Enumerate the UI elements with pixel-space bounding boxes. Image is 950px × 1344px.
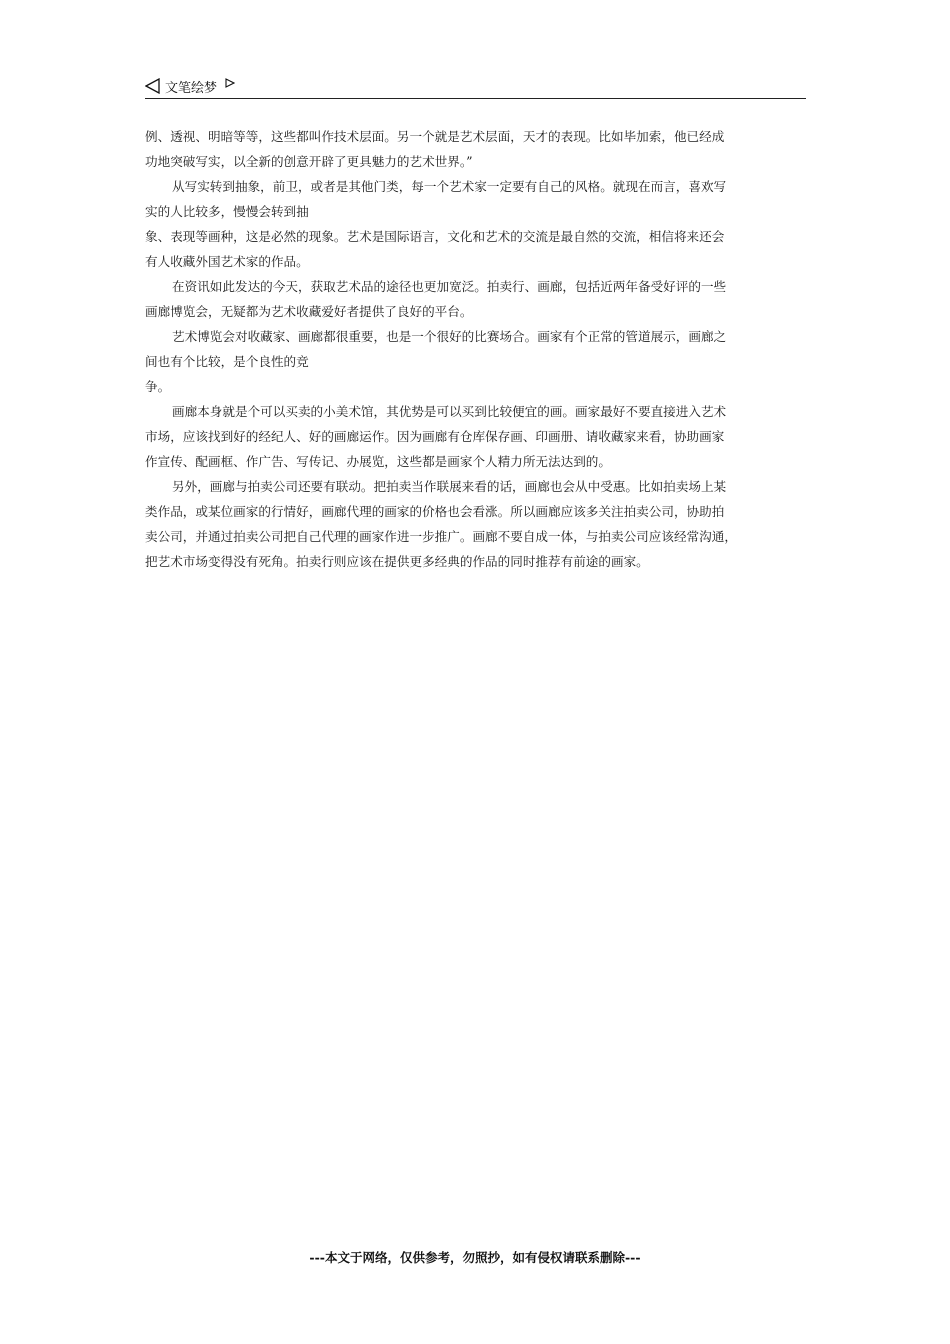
page-header <box>145 74 806 99</box>
paragraph-line: 象、表现等画种，这是必然的现象。艺术是国际语言，文化和艺术的交流是最自然的交流，相信将来还会 <box>145 229 725 244</box>
paragraph-line: 画廊博览会，无疑都为艺术收藏爱好者提供了良好的平台。 <box>145 304 473 319</box>
paragraph-line: 有人收藏外国艺术家的作品。 <box>145 254 309 269</box>
paragraph <box>145 174 813 274</box>
paragraph <box>145 274 813 324</box>
paragraph-line: 实的人比较多，慢慢会转到抽 <box>145 204 309 219</box>
paragraph <box>145 474 813 574</box>
paragraph-line: 在资讯如此发达的今天，获取艺术品的途径也更加宽泛。拍卖行、画廊，包括近两年备受好评的一些 <box>172 279 727 294</box>
paragraph-line: 功地突破写实，以全新的创意开辟了更具魅力的艺术世界。” <box>145 154 473 169</box>
triangle-left-icon <box>145 78 161 94</box>
paragraph-line: 间也有个比较，是个良性的竞 <box>145 354 309 369</box>
paragraph-line: 作宣传、配画框、作广告、写传记、办展览，这些都是画家个人精力所无法达到的。 <box>145 454 611 469</box>
paragraph <box>145 399 813 474</box>
paragraph-line: 争。 <box>145 379 171 394</box>
paragraph-line: 把艺术市场变得没有死角。拍卖行则应该在提供更多经典的作品的同时推荐有前途的画家。 <box>145 554 649 569</box>
document-body <box>145 124 813 574</box>
paragraph <box>145 124 813 174</box>
paragraph-line: 画廊本身就是个可以买卖的小美术馆，其优势是可以买到比较便宜的画。画家最好不要直接进入艺术 <box>172 404 727 419</box>
paragraph-line: 卖公司，并通过拍卖公司把自己代理的画家作进一步推广。画廊不要自成一体，与拍卖公司应该经常沟通， <box>145 529 737 544</box>
paragraph <box>145 324 813 399</box>
header-title: 文笔绘梦 <box>165 80 218 96</box>
paragraph-line: 艺术博览会对收藏家、画廊都很重要，也是一个很好的比赛场合。画家有个正常的管道展示，画廊之 <box>172 329 727 344</box>
page-footer: ---本文于网络，仅供参考，勿照抄，如有侵权请联系删除--- <box>309 1250 641 1265</box>
paragraph-line: 例、透视、明暗等等，这些都叫作技术层面。另一个就是艺术层面，天才的表现。比如毕加索，他已经成 <box>145 129 725 144</box>
paragraph-line: 另外，画廊与拍卖公司还要有联动。把拍卖当作联展来看的话，画廊也会从中受惠。比如拍卖场上某 <box>172 479 727 494</box>
triangle-right-icon <box>225 78 235 88</box>
paragraph-line: 从写实转到抽象，前卫，或者是其他门类，每一个艺术家一定要有自己的风格。就现在而言，喜欢写 <box>172 179 727 194</box>
paragraph-line: 类作品，或某位画家的行情好，画廊代理的画家的价格也会看涨。所以画廊应该多关注拍卖公司，协助拍 <box>145 504 725 519</box>
paragraph-line: 市场，应该找到好的经纪人、好的画廊运作。因为画廊有仓库保存画、印画册、请收藏家来看，协助画家 <box>145 429 725 444</box>
